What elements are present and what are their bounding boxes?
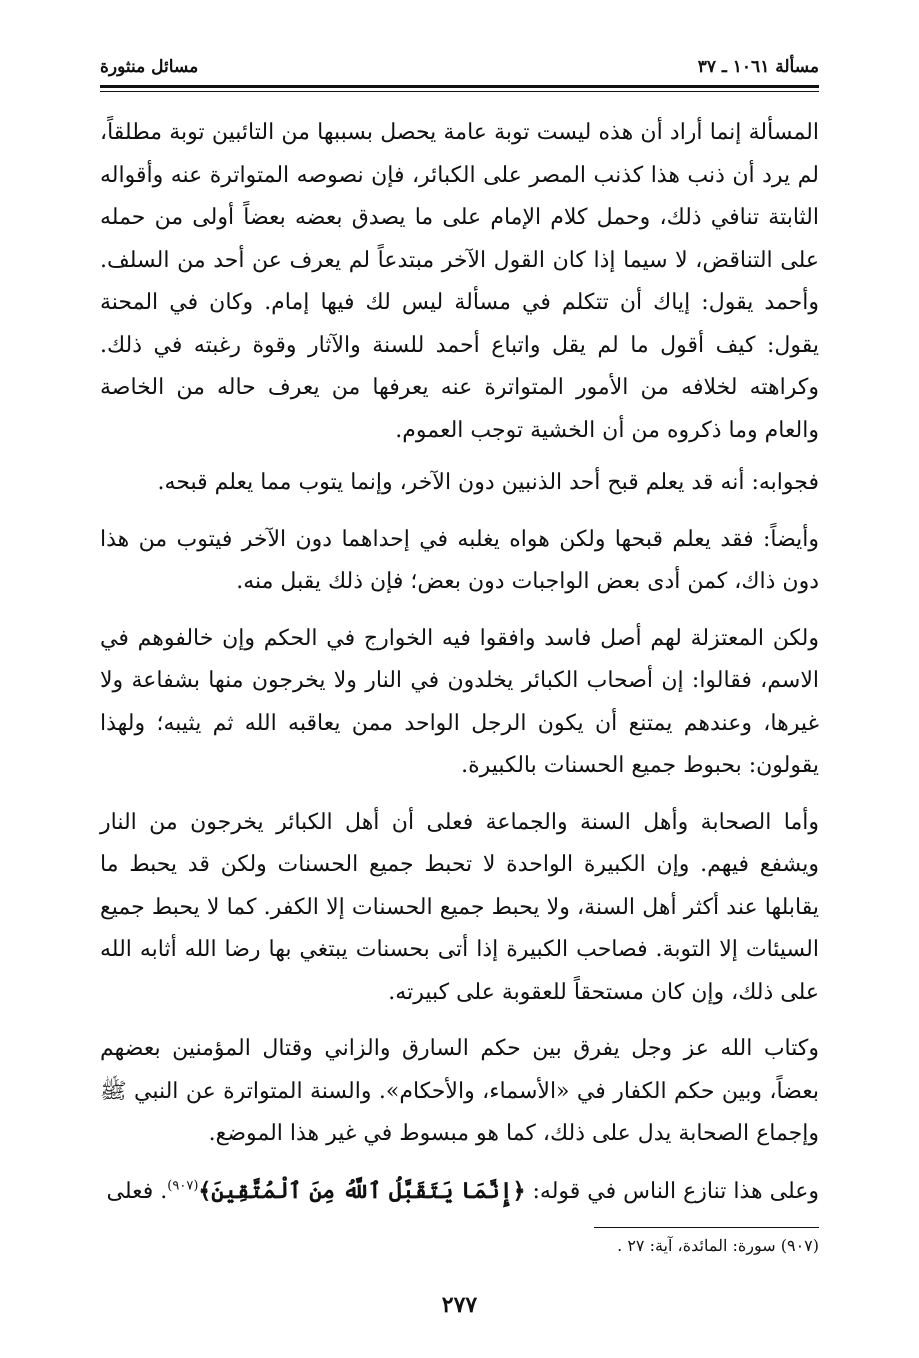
footnote-reference: (٩٠٧) xyxy=(167,1178,199,1194)
paragraph: وأما الصحابة وأهل السنة والجماعة فعلى أن أهل الكبائر يخرجون من النار ويشفع فيهم. وإن الكبيرة الواحدة لا تحبط جميع الحسنات ولكن قد يحبط ما يقابلها عند أكثر أهل السنة، ولا يحبط جميع الحسنات إلا الكفر. كما لا يحبط جميع السيئات إلا التوبة. فصاحب الكبيرة إذا أتى بحسنات يبتغي بها رضا الله أثابه الله على ذلك، وإن كان مستحقاً للعقوبة على كبيرته. xyxy=(100,809,819,1005)
footnote-separator xyxy=(594,1227,819,1228)
paragraph: المسألة إنما أراد أن هذه ليست توبة عامة يحصل بسببها من التائبين توبة مطلقاً، لم يرد أن ذنب هذا كذنب المصر على الكبائر، فإن نصوصه المتواترة عنه وأقواله الثابتة تنافي ذلك، وحمل كلام الإمام على ما يصدق بعضه بعضاً أولى من حمله على التناقض، لا سيما إذا كان القول الآخر مبتدعاً لم يعرف عن أحد من السلف. وأحمد يقول: إياك أن تتكلم في مسألة ليس لك فيها إمام. وكان في المحنة يقول: كيف أقول ما لم يقل واتباع أحمد للسنة والآثار وقوة رغبته في ذلك. وكراهته لخلافه من الأمور المتواترة عنه يعرفها من يعرف حاله من الخاصة والعام وما ذكروه من أن الخشية توجب العموم. xyxy=(100,120,819,443)
page-body xyxy=(100,112,819,1227)
paragraph: فجوابه: أنه قد يعلم قبح أحد الذنبين دون الآخر، وإنما يتوب مما يعلم قبحه. xyxy=(157,470,819,495)
quran-verse: ﴿إِنَّمَا يَتَقَبَّلُ ٱللَّهُ مِنَ ٱلْمُتَّقِينَ﴾ xyxy=(198,1177,526,1204)
running-header xyxy=(100,52,819,82)
header-rule-thick xyxy=(100,85,819,88)
header-rule-thin xyxy=(100,91,819,92)
page-number: ٢٧٧ xyxy=(441,1292,478,1318)
header-chapter-title: مسائل منثورة xyxy=(100,57,199,77)
paragraph-text: وعلى هذا تنازع الناس في قوله: xyxy=(525,1178,819,1204)
paragraph-with-quran xyxy=(100,1170,819,1214)
paragraph: وأيضاً: فقد يعلم قبحها ولكن هواه يغلبه في إحداهما دون الآخر فيتوب من هذا دون ذاك، كمن أدى بعض الواجبات دون بعض؛ فإن ذلك يقبل منه. xyxy=(100,526,819,594)
footnote: (٩٠٧) سورة: المائدة، آية: ٢٧ . xyxy=(617,1236,819,1255)
paragraph-text-end: . فعلى xyxy=(106,1178,168,1204)
header-issue-number: مسألة ١٠٦١ ـ ٣٧ xyxy=(697,57,819,77)
paragraph: وكتاب الله عز وجل يفرق بين حكم السارق والزاني وقتال المؤمنين بعضهم بعضاً، وبين حكم الكفار في «الأسماء، والأحكام». والسنة المتواترة عن النبي ﷺ وإجماع الصحابة يدل على ذلك، كما هو مبسوط في غير هذا الموضع. xyxy=(100,1036,819,1146)
paragraph: ولكن المعتزلة لهم أصل فاسد وافقوا فيه الخوارج في الحكم وإن خالفوهم في الاسم، فقالوا: إن أصحاب الكبائر يخلدون في النار ولا يخرجون منها بشفاعة ولا غيرها، وعندهم يمتنع أن يكون الرجل الواحد ممن يعاقبه الله ثم يثيبه؛ ولهذا يقولون: بحبوط جميع الحسنات بالكبيرة. xyxy=(100,625,819,778)
